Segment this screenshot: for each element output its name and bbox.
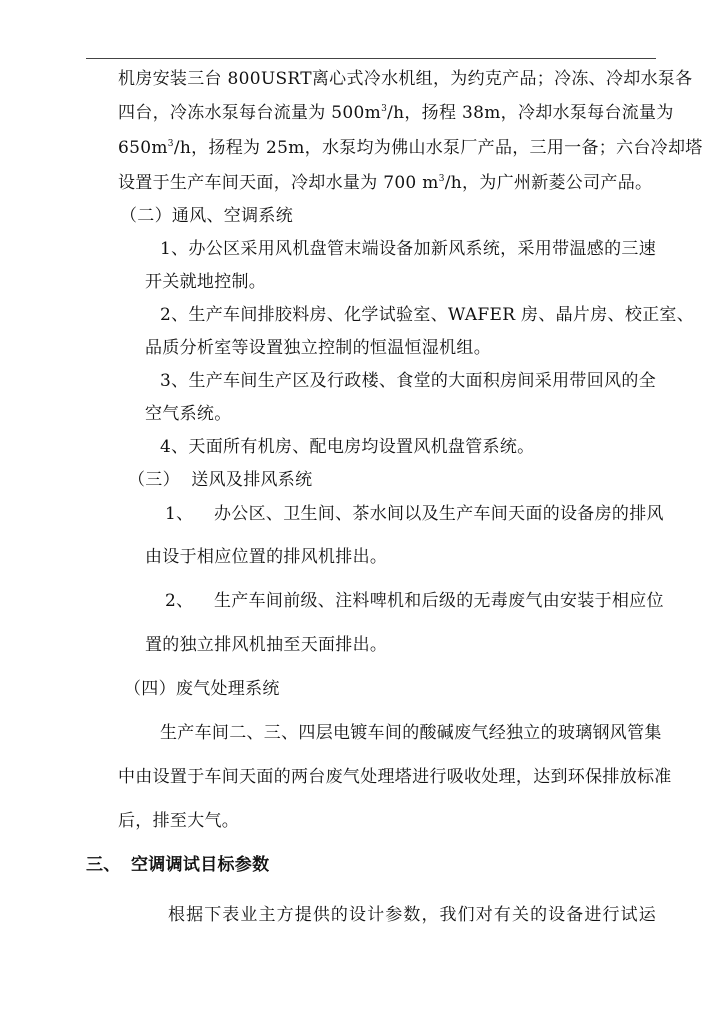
section-4-title: （四）废气处理系统 (124, 679, 280, 699)
sec2-item-1-line-1: 1、办公区采用风机盘管末端设备加新风系统，采用带温感的三速 (160, 239, 656, 259)
sec3-item-1-line-1: 办公区、卫生间、茶水间以及生产车间天面的设备房的排风 (214, 504, 664, 524)
chapter-3-title: 空调调试目标参数 (131, 855, 270, 875)
section-3-title: （三） 送风及排风系统 (128, 470, 313, 490)
sec2-item-2-line-1: 2、生产车间排胶料房、化学试验室、WAFER 房、晶片房、校正室、 (160, 305, 695, 325)
sec3-item-2-line-1: 生产车间前级、注料啤机和后级的无毒废气由安装于相应位 (214, 591, 664, 611)
sec4-line-2: 中由设置于车间天面的两台废气处理塔进行吸收处理，达到环保排放标准 (118, 767, 672, 787)
intro-line-4: 设置于生产车间天面，冷却水量为 700 $m^3/h$，为广州新菱公司产品。 (118, 173, 653, 193)
chapter-3-line-1: 根据下表业主方提供的设计参数，我们对有关的设备进行试运 (168, 905, 656, 925)
sec3-item-2-number: 2、 (165, 591, 194, 611)
chapter-3-number: 三、 (86, 855, 121, 875)
section-2-title: （二）通风、空调系统 (120, 206, 293, 226)
sec2-item-2-line-2: 品质分析室等设置独立控制的恒温恒湿机组。 (145, 338, 491, 358)
sec2-item-1-line-2: 开关就地控制。 (145, 272, 267, 292)
sec3-item-2-line-2: 置的独立排风机抽至天面排出。 (145, 635, 388, 655)
sec4-line-1: 生产车间二、三、四层电镀车间的酸碱废气经独立的玻璃钢风管集 (160, 723, 662, 743)
intro-line-2: 四台，冷冻水泵每台流量为 $500m^3/h$，扬程 38m，冷却水泵每台流量为 (118, 103, 674, 123)
sec4-line-3: 后，排至大气。 (118, 811, 240, 831)
header-rule (86, 58, 656, 59)
intro-line-3: $650m^3/h$，扬程为 25m，水泵均为佛山水泵厂产品，三用一备；六台冷却塔 (118, 138, 703, 158)
intro-line-1: 机房安装三台 800USRT离心式冷水机组，为约克产品；冷冻、冷却水泵各 (118, 69, 693, 89)
sec2-item-3-line-2: 空气系统。 (145, 404, 232, 424)
sec3-item-1-line-2: 由设于相应位置的排风机排出。 (145, 547, 388, 567)
sec2-item-4-line-1: 4、天面所有机房、配电房均设置风机盘管系统。 (160, 437, 535, 457)
sec3-item-1-number: 1、 (165, 504, 194, 524)
sec2-item-3-line-1: 3、生产车间生产区及行政楼、食堂的大面积房间采用带回风的全 (160, 371, 656, 391)
